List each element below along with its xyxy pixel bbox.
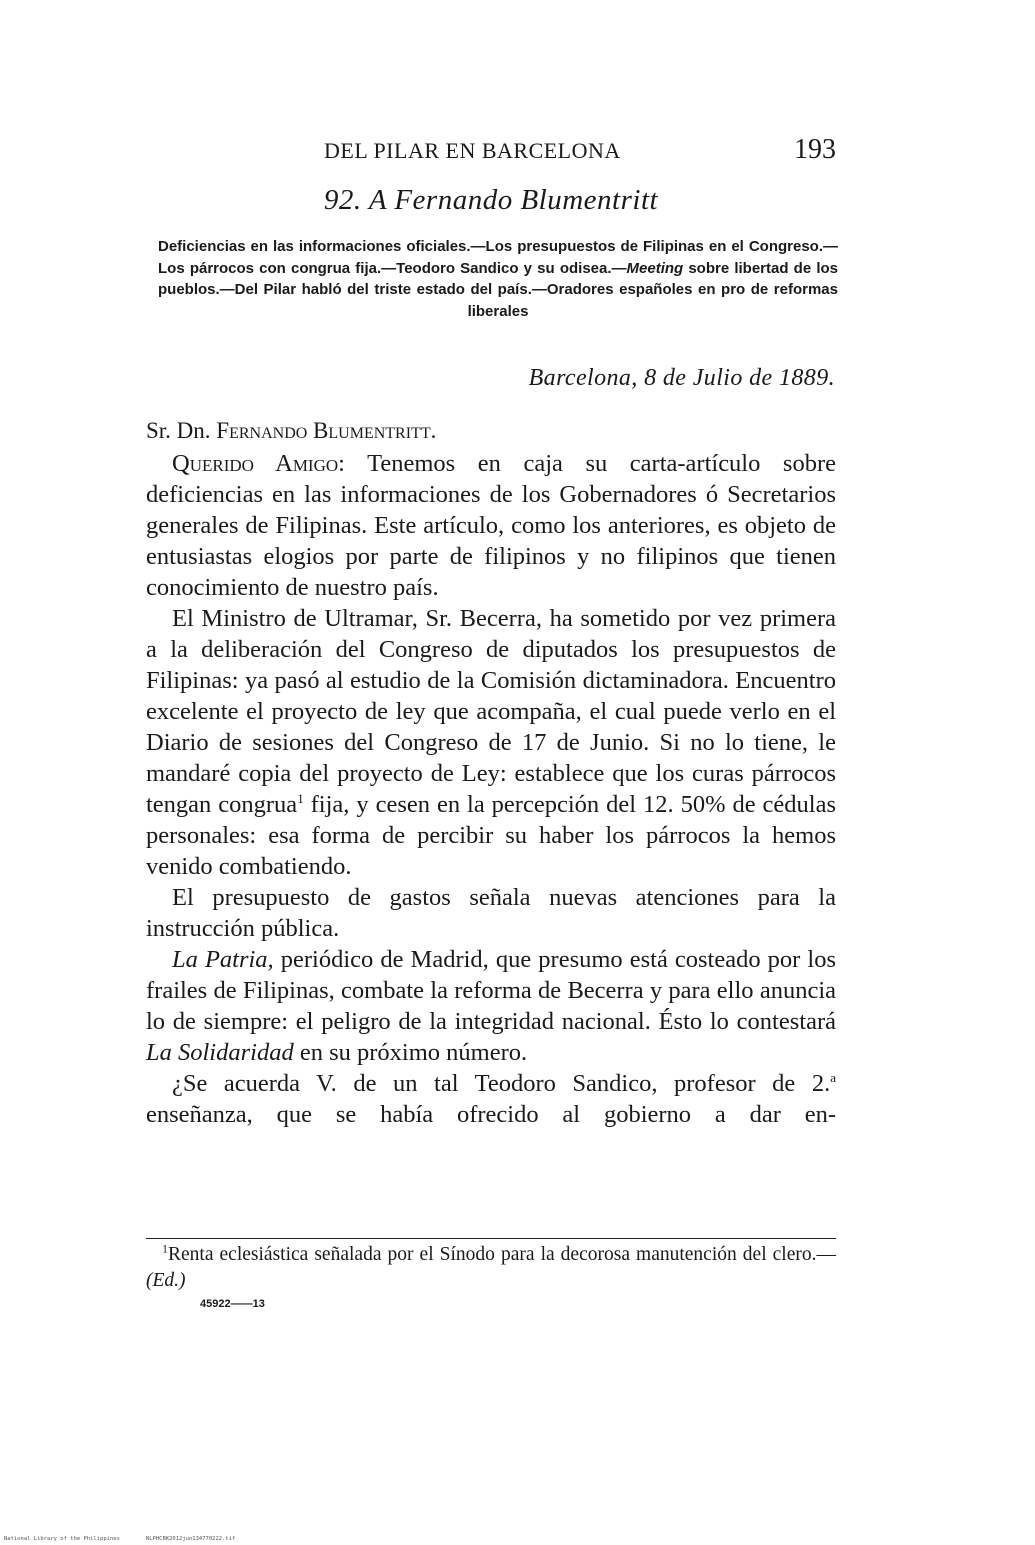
paragraph-5-text-b: enseñanza, que se había ofrecido al gobierno a dar en- [146,1101,836,1128]
page-number: 193 [794,134,836,165]
paragraph-1 [146,448,836,603]
paragraph-1-text: Tenemos en caja su carta-artículo sobre deficiencias en las informaciones de los Gobernadores ó Secretarios generales de Filipinas. Este artículo, como los anteriores, es objeto de entusiastas elogios por parte de filipinos y no filipinos que tienen conocimiento de nuestro país. [146,450,837,601]
paragraph-4-text-a: periódico de Madrid, que presumo está costeado por los frailes de Filipinas, combate la reforma de Becerra y para ello anuncia lo de siempre: el peligro de la integridad nacional. Ésto lo contestará [146,946,836,1035]
paragraph-2-text-b: fija, y cesen en la percepción del 12. 50% de cédulas personales: esa forma de percibir su haber los párrocos la hemos venido combatiendo. [146,791,836,880]
letter-heading: 92. A Fernando Blumentritt [323,184,659,216]
salutation-prefix: Sr. Dn. [146,418,217,443]
footnote [146,1242,836,1294]
ordinal-superscript: a [830,1069,836,1085]
periodical-title-la-patria: La Patria, [172,946,274,973]
scan-file: NLPHCBK2012jun134770222.tif [145,1536,236,1542]
salutation [146,418,436,444]
footnote-text: Renta eclesiástica señalada por el Sínodo para la decorosa manutención del clero.— [168,1244,836,1265]
letter-body [146,448,836,1130]
scan-library: National Library of the Philippines [4,1536,120,1542]
scan-footer [4,1536,261,1542]
paragraph-2 [146,603,836,882]
paragraph-4 [146,944,836,1068]
running-title: DEL PILAR EN BARCELONA [324,138,621,163]
dateline: Barcelona, 8 de Julio de 1889. [528,365,835,391]
paragraph-2-text-a: El Ministro de Ultramar, Sr. Becerra, ha sometido por vez primera a la deliberación del Congreso de diputados los presupuestos de Filipinas: ya pasó al estudio de la Comisión dictaminadora. Encuentro excelente el proyecto de ley que acompaña, el cual puede verlo en el Diario de sesiones del Congreso de 17 de Junio. Si no lo tiene, le mandaré copia del proyecto de Ley: establece que los curas párrocos tengan congrua [146,605,836,818]
recipient-name: Fernando Blumentritt. [216,418,437,443]
paragraph-3: El presupuesto de gastos señala nuevas atenciones para la instrucción pública. [146,884,836,942]
paragraph-5-text-a: ¿Se acuerda V. de un tal Teodoro Sandico, profesor de 2. [172,1070,831,1097]
footnote-rule [146,1238,836,1239]
summary-italic: Meeting [626,259,684,277]
paragraph-5 [146,1068,836,1130]
running-head [146,134,836,170]
printer-signature-mark: 45922——13 [200,1298,265,1310]
greeting: Querido Amigo: [172,450,345,477]
periodical-title-la-solidaridad: La Solidaridad [146,1039,294,1066]
summary-part-2: sobre libertad de los pueblos.—Del Pilar habló del triste estado del país.—Oradores españoles en pro de reformas liberales [158,259,838,320]
footnote-editor: (Ed.) [146,1270,186,1291]
summary-part-1: Deficiencias en las informaciones oficiales.—Los presupuestos de Filipinas en el Congreso.—Los párrocos con congrua fija.—Teodoro Sandico y su odisea.— [158,238,838,277]
footnote-ref: 1 [297,790,304,806]
letter-summary [158,236,838,322]
paragraph-4-text-b: en su próximo número. [293,1039,528,1066]
footnote-marker: 1 [162,1241,168,1256]
